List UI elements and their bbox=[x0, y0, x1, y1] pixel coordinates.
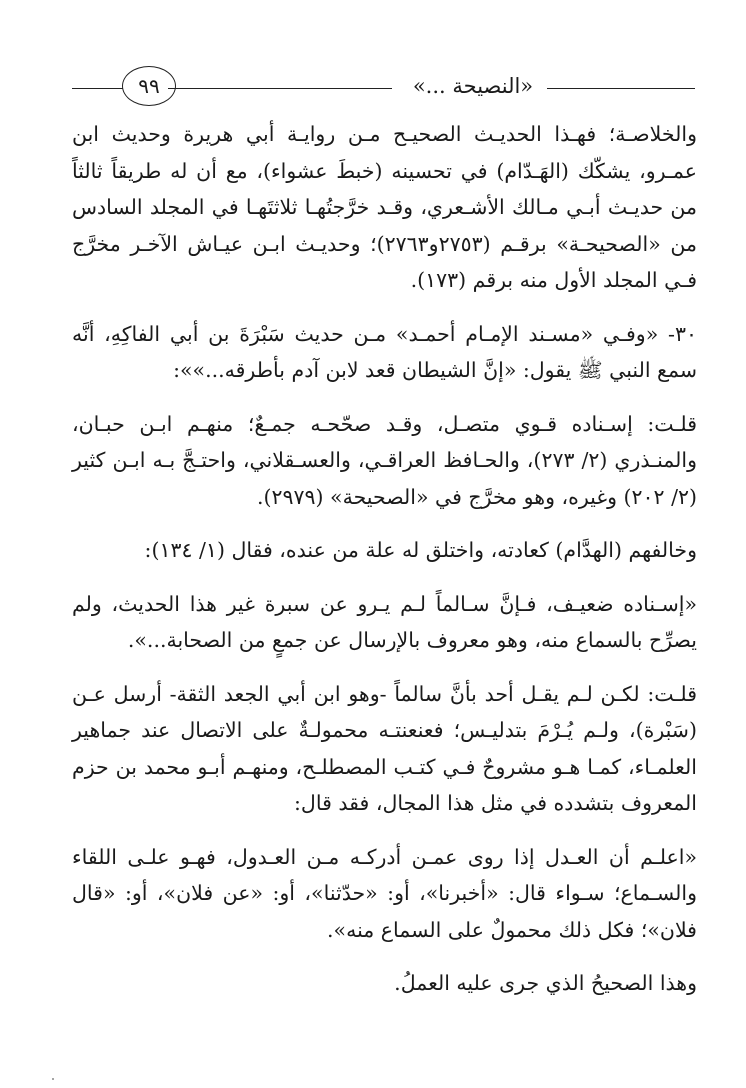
page-speck bbox=[52, 1078, 54, 1080]
paragraph-quote-2: «اعلـم أن العـدل إذا روى عمـن أدركـه مـن العـدول، فهـو علـى اللقاء والسـماع؛ سـواء قال: «أخبرنا»، أو: «حدّثنا»، أو: «عن فلان»، أو: «قال فلان»؛ فكل ذلك محمولٌ على السماع منه». bbox=[72, 844, 697, 942]
page-number: ٩٩ bbox=[122, 66, 176, 106]
page-body bbox=[72, 116, 697, 1019]
page-header bbox=[72, 64, 695, 114]
header-rule-left bbox=[72, 88, 124, 89]
paragraph-item-30: ٣٠- «وفـي «مسـند الإمـام أحمـد» مـن حديث سَبْرَةَ بن أبي الفاكِهِ، أنَّه سمع النبي ﷺ يقول: «إنَّ الشيطان قعد لابن آدم بأطرقه...»»: bbox=[72, 321, 697, 382]
paragraph-quote-1: «إسـناده ضعيـف، فـإنَّ سـالماً لـم يـرو عن سبرة غير هذا الحديث، ولم يصرِّح بالسماع منه، وهو معروف بالإرسال عن جمعٍ من الصحابة...». bbox=[72, 591, 697, 652]
paragraph-comment-1: قلـت: إسـناده قـوي متصـل، وقـد صحّحـه جمـعٌ؛ منهـم ابـن حبـان، والمنـذري (٢/ ٢٧٣)، والحـافظ العراقـي، والعسـقلاني، واحتـجَّ بـه ابـن كثير (٢/ ٢٠٢) وغيره، وهو مخرَّج في «الصحيحة» (٢٩٧٩). bbox=[72, 411, 697, 509]
paragraph-objection-intro: وخالفهم (الهدَّام) كعادته، واختلق له علة من عنده، فقال (١/ ١٣٤): bbox=[144, 538, 697, 562]
header-rule-middle bbox=[168, 88, 392, 89]
paragraph-comment-2: قلـت: لكـن لـم يقـل أحد بأنَّ سالماً -وهو ابن أبي الجعد الثقة- أرسل عـن (سَبْرة)، ولـم يُـرْمَ بتدليـس؛ فعنعنتـه محمولـةٌ على الاتصال عند جماهير العلمـاء، كمـا هـو مشروحٌ فـي كتـب المصطلـح، ومنهـم أبـو محمد بن حزم المعروف بتشدده في مثل هذا المجال، فقد قال: bbox=[72, 681, 697, 815]
running-title: «النصيحة ...» bbox=[412, 74, 534, 98]
paragraph-conclusion: وهذا الصحيحُ الذي جرى عليه العملُ. bbox=[394, 971, 697, 995]
header-rule-right bbox=[547, 88, 695, 89]
paragraph-summary: والخلاصـة؛ فهـذا الحديـث الصحيـح مـن روايـة أبي هريرة وحديث ابن عمـرو، يشكّك (الهَـدّام) في تحسينه (خبطَ عشواء)، مع أن له طريقاً ثالثاً من حديـث أبـي مـالك الأشـعري، وقـد خرَّجتُهـا ثلاثتَهـا في المجلد السادس من «الصحيحـة» برقـم (٢٧٥٣و٢٧٦٣)؛ وحديـث ابـن عيـاش الآخـر مخرَّج فـي المجلد الأول منه برقم (١٧٣). bbox=[72, 122, 697, 292]
